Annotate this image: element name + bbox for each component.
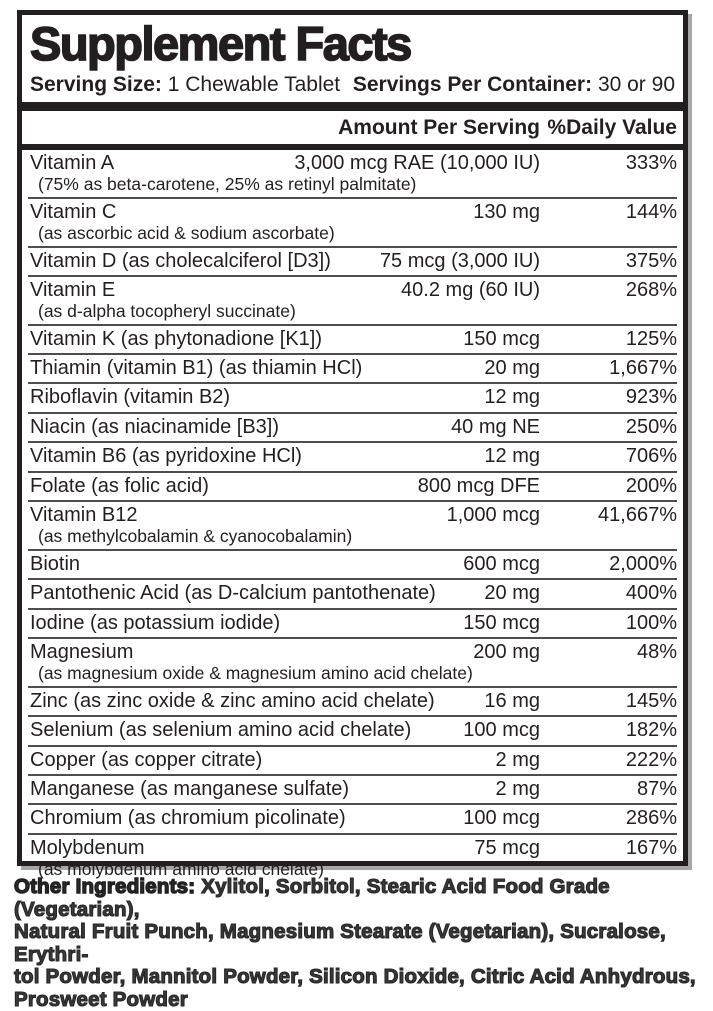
serving-size-label: Serving Size:: [30, 72, 162, 96]
nutrient-name: Vitamin C: [30, 200, 117, 223]
nutrient-name: Vitamin A: [30, 151, 115, 174]
nutrient-detail: (as magnesium oxide & magnesium amino acid chelate): [38, 663, 473, 684]
serving-info-row: [28, 73, 677, 102]
nutrient-daily-value: 182%: [625, 719, 677, 742]
nutrient-detail: (as molybdenum amino acid chelate): [38, 859, 324, 880]
nutrient-amount: 75 mcg (3,000 IU): [379, 249, 540, 272]
nutrient-amount: 20 mg: [484, 582, 540, 605]
nutrient-amount: 75 mcg: [474, 836, 540, 859]
nutrient-row: [28, 275, 677, 324]
divider-bar-thick: [22, 102, 683, 111]
nutrient-name: Vitamin B12: [30, 504, 138, 527]
nutrient-amount: 3,000 mcg RAE (10,000 IU): [294, 151, 540, 174]
other-ingredients-line1: Xylitol, Sorbitol, Stearic Acid Food Grade (Vegetarian),: [14, 875, 610, 921]
nutrient-daily-value: 144%: [625, 200, 677, 223]
panel-title: Supplement Facts: [30, 17, 411, 70]
nutrient-daily-value: 1,667%: [609, 357, 677, 380]
nutrient-detail: (75% as beta-carotene, 25% as retinyl palmitate): [38, 174, 417, 195]
nutrient-row: [28, 324, 677, 353]
other-ingredients: [14, 876, 706, 1011]
column-headers: [28, 111, 677, 144]
nutrient-daily-value: 286%: [625, 807, 677, 830]
nutrient-name: Copper (as copper citrate): [30, 748, 263, 771]
nutrient-row: [28, 150, 677, 197]
servings-per-container-label: Servings Per Container:: [352, 72, 593, 96]
nutrient-daily-value: 125%: [625, 327, 677, 350]
nutrient-amount: 150 mcg: [463, 327, 540, 350]
nutrient-row: [28, 197, 677, 246]
nutrient-name: Molybdenum: [30, 836, 145, 859]
nutrient-name: Iodine (as potassium iodide): [30, 611, 281, 634]
nutrient-amount: 600 mcg: [463, 552, 540, 575]
nutrient-rows: [28, 150, 677, 881]
nutrient-row: [28, 715, 677, 744]
nutrient-daily-value: 400%: [625, 582, 677, 605]
nutrient-daily-value: 145%: [625, 689, 677, 712]
nutrient-amount: 20 mg: [484, 357, 540, 380]
nutrient-amount: 100 mcg: [463, 719, 540, 742]
nutrient-name: Niacin (as niacinamide [B3]): [30, 415, 279, 438]
nutrient-row: [28, 441, 677, 470]
nutrient-row: [28, 500, 677, 549]
nutrient-row: [28, 686, 677, 715]
nutrient-daily-value: 87%: [636, 777, 677, 800]
nutrient-amount: 40 mg NE: [451, 415, 540, 438]
nutrient-row: [28, 774, 677, 803]
nutrient-amount: 130 mg: [473, 200, 540, 223]
nutrient-daily-value: 2,000%: [609, 552, 677, 575]
nutrient-name: Thiamin (vitamin B1) (as thiamin HCl): [30, 357, 363, 380]
nutrient-daily-value: 333%: [625, 151, 677, 174]
nutrient-daily-value: 923%: [625, 386, 677, 409]
nutrient-row: [28, 353, 677, 382]
nutrient-detail: (as d-alpha tocopheryl succinate): [38, 301, 296, 322]
nutrient-name: Vitamin K (as phytonadione [K1]): [30, 327, 323, 350]
nutrient-amount: 40.2 mg (60 IU): [401, 278, 540, 301]
nutrient-daily-value: 706%: [625, 445, 677, 468]
nutrient-amount: 2 mg: [495, 748, 540, 771]
nutrient-name: Folate (as folic acid): [30, 474, 209, 497]
nutrient-row: [28, 471, 677, 500]
nutrient-name: Riboflavin (vitamin B2): [30, 386, 231, 409]
nutrient-amount: 100 mcg: [463, 807, 540, 830]
nutrient-name: Magnesium: [30, 640, 134, 663]
nutrient-amount: 800 mcg DFE: [417, 474, 540, 497]
other-ingredients-line3: tol Powder, Mannitol Powder, Silicon Dioxide, Citric Acid Anhydrous,: [14, 965, 696, 988]
nutrient-amount: 2 mg: [495, 777, 540, 800]
nutrient-daily-value: 268%: [625, 278, 677, 301]
nutrient-row: [28, 382, 677, 411]
amount-column-header: Amount Per Serving: [338, 115, 540, 139]
nutrient-amount: 200 mg: [473, 640, 540, 663]
nutrient-row: [28, 578, 677, 607]
serving-size-value: 1 Chewable Tablet: [167, 72, 341, 96]
nutrient-daily-value: 200%: [625, 474, 677, 497]
nutrient-name: Pantothenic Acid (as D-calcium pantothenate): [30, 582, 436, 605]
nutrient-detail: (as methylcobalamin & cyanocobalamin): [38, 526, 353, 547]
nutrient-row: [28, 745, 677, 774]
supplement-facts-panel: [17, 10, 688, 880]
nutrient-name: Manganese (as manganese sulfate): [30, 777, 350, 800]
nutrient-daily-value: 375%: [625, 249, 677, 272]
nutrient-amount: 12 mg: [484, 386, 540, 409]
nutrient-row: [28, 412, 677, 441]
servings-per-container-value: 30 or 90: [597, 72, 675, 96]
nutrient-amount: 16 mg: [484, 689, 540, 712]
daily-value-column-header: %Daily Value: [547, 115, 677, 139]
nutrient-daily-value: 48%: [636, 640, 677, 663]
serving-size: [30, 73, 340, 96]
nutrient-name: Biotin: [30, 552, 81, 575]
nutrient-row: [28, 803, 677, 832]
nutrient-row: [28, 549, 677, 578]
nutrient-name: Selenium (as selenium amino acid chelate): [30, 719, 412, 742]
nutrient-daily-value: 41,667%: [598, 504, 677, 527]
nutrient-name: Zinc (as zinc oxide & zinc amino acid chelate): [30, 689, 435, 712]
nutrient-daily-value: 167%: [625, 836, 677, 859]
nutrient-amount: 12 mg: [484, 445, 540, 468]
nutrient-name: Vitamin E: [30, 278, 116, 301]
nutrient-name: Vitamin B6 (as pyridoxine HCl): [30, 445, 302, 468]
nutrient-row: [28, 608, 677, 637]
servings-per-container: [353, 73, 675, 96]
nutrient-daily-value: 222%: [625, 748, 677, 771]
nutrient-row: [28, 637, 677, 686]
other-ingredients-label: Other Ingredients:: [14, 875, 196, 898]
nutrient-name: Chromium (as chromium picolinate): [30, 807, 346, 830]
other-ingredients-line4: Prosweet Powder: [14, 987, 188, 1011]
nutrient-amount: 150 mcg: [463, 611, 540, 634]
other-ingredients-line2: Natural Fruit Punch, Magnesium Stearate (Vegetarian), Sucralose, Erythri-: [14, 920, 666, 966]
nutrient-row: [28, 246, 677, 275]
nutrient-detail: (as ascorbic acid & sodium ascorbate): [38, 223, 335, 244]
nutrient-name: Vitamin D (as cholecalciferol [D3]): [30, 249, 331, 272]
nutrient-daily-value: 250%: [625, 415, 677, 438]
nutrient-amount: 1,000 mcg: [446, 504, 540, 527]
nutrient-daily-value: 100%: [625, 611, 677, 634]
